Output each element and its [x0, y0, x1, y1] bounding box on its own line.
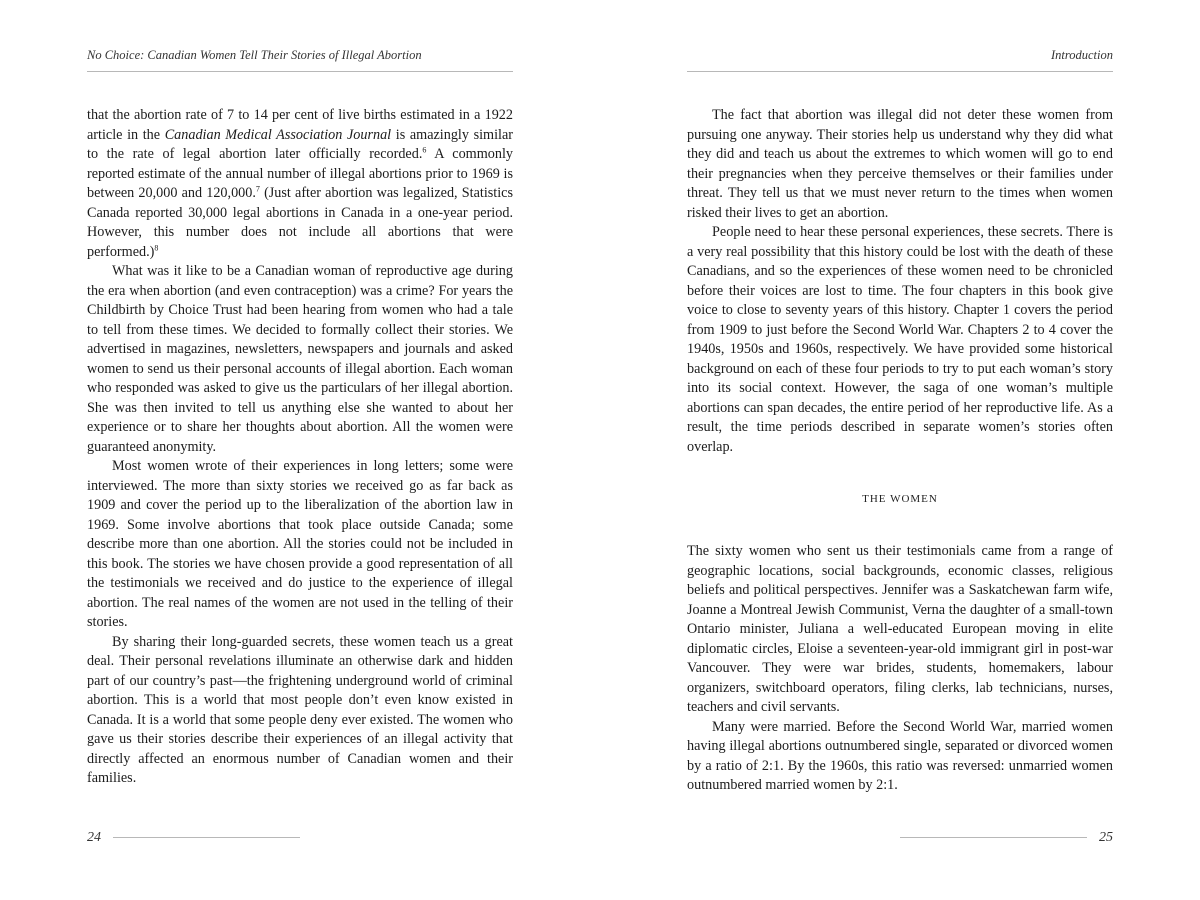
running-head-book-title: No Choice: Canadian Women Tell Their Stories of Illegal Abortion — [87, 48, 422, 62]
paragraph: Most women wrote of their experiences in long letters; some were interviewed. The more than sixty stories we received go as far back as 1909 and cover the period up to the liberalization of the abortion law in 1969. Some involve abortions that took place outside Canada; some describe more than one abortion. All the stories could not be included in this book. The stories we have chosen provide a good representation of all the testimonials we received and do justice to the experience of illegal abortion. The real names of the women are not used in the telling of their stories. — [87, 458, 513, 630]
left-page — [87, 0, 513, 900]
header-rule — [87, 71, 513, 72]
footnote-ref[interactable]: 7 — [255, 184, 260, 194]
paragraph: The sixty women who sent us their testimonials came from a range of geographic locations, social backgrounds, economic classes, religious beliefs and political perspectives. Jennifer was a Saskatchewan farm wife, Joanne a Montreal Jewish Communist, Verna the daughter of a small-town Ontario minister, Juliana a well-educated European moving in elite diplomatic circles, Eloise a seventeen-year-old immigrant girl in post-war Vancouver. They were war brides, students, homemakers, labour organizers, switchboard operators, filing clerks, lab technicians, nurses, teachers and civil servants. — [687, 543, 1113, 715]
paragraph: Many were married. Before the Second World War, married women having illegal abortions outnumbered single, separated or divorced women by a ratio of 2:1. By the 1960s, this ratio was reversed: unmarried women outnumbered married women by 2:1. — [687, 718, 1113, 793]
paragraph: By sharing their long-guarded secrets, these women teach us a great deal. Their personal revelations illuminate an otherwise dark and hidden part of our country’s past—the frightening underground world of criminal abortion. This is a world that most people don’t even know existed in Canada. It is a world that some people deny ever existed. The women who gave us their stories describe their experiences of an illegal activity that directly affected an enormous number of Canadian women and their families. — [87, 633, 513, 786]
right-body-text-bottom — [687, 542, 1113, 796]
text-run: that the abortion rate of 7 to 14 per cent of live births estimated in a 1922 article in the — [87, 107, 513, 143]
footer-rule — [113, 837, 300, 838]
text-run: A commonly reported estimate of the annual number of illegal abortions prior to 1969 is between 20,000 and 120,000. — [87, 146, 513, 201]
page-number: 24 — [87, 830, 101, 845]
text-run: is amazingly similar to the rate of legal abortion later officially recorded. — [87, 126, 513, 162]
footer-rule — [900, 837, 1087, 838]
text-run: (Just after abortion was legalized, Statistics Canada reported 30,000 legal abortions in Canada in a one-year period. However, this number does not include all abortions that were performed.) — [87, 185, 513, 260]
paragraph — [87, 106, 513, 262]
page-number: 25 — [1099, 830, 1113, 845]
paragraph: The fact that abortion was illegal did not deter these women from pursuing one anyway. Their stories help us understand why they did what they did and teach us about the extremes to which women will go to end their pregnancies when they perceive themselves or their families under threat. They tell us that we must never return to the times when women risked their lives to get an abortion. — [687, 107, 1113, 221]
footnote-ref[interactable]: 8 — [154, 242, 159, 252]
right-page — [687, 0, 1113, 900]
paragraph: People need to hear these personal experiences, these secrets. There is a very real possibility that this history could be lost with the death of these Canadians, and so the experiences of these women need to be chronicled before their voices are lost to time. The four chapters in this book give voice to close to seventy years of this history. Chapter 1 covers the period from 1909 to just before the Second World War. Chapters 2 to 4 cover the 1940s, 1950s and 1960s, respectively. We have provided some historical background on each of these four periods to try to put each woman’s story into its social context. However, the saga of one woman’s multiple abortions can span decades, the entire period of her reproductive life. As a result, the time periods described in separate women’s stories often overlap. — [687, 224, 1113, 455]
header-rule — [687, 71, 1113, 72]
paragraph: What was it like to be a Canadian woman of reproductive age during the era when abortion (and even contraception) was a crime? For years the Childbirth by Choice Trust had been hearing from women who had a tale to tell from these times. We decided to formally collect their stories. We advertised in magazines, newsletters, newspapers and journals and asked women to send us their personal accounts of illegal abortion. Each woman who responded was asked to give us the particulars of her illegal abortion. She was then invited to tell us anything else she wanted to about her experience or to share her thoughts about abortion. All the women were guaranteed anonymity. — [87, 263, 513, 455]
journal-title: Canadian Medical Association Journal — [164, 126, 392, 143]
running-head-chapter: Introduction — [1050, 48, 1113, 62]
left-body-text — [87, 106, 513, 789]
section-heading: THE WOMEN — [862, 493, 938, 505]
right-body-text-top — [687, 106, 1113, 457]
footnote-ref[interactable]: 6 — [422, 145, 427, 155]
